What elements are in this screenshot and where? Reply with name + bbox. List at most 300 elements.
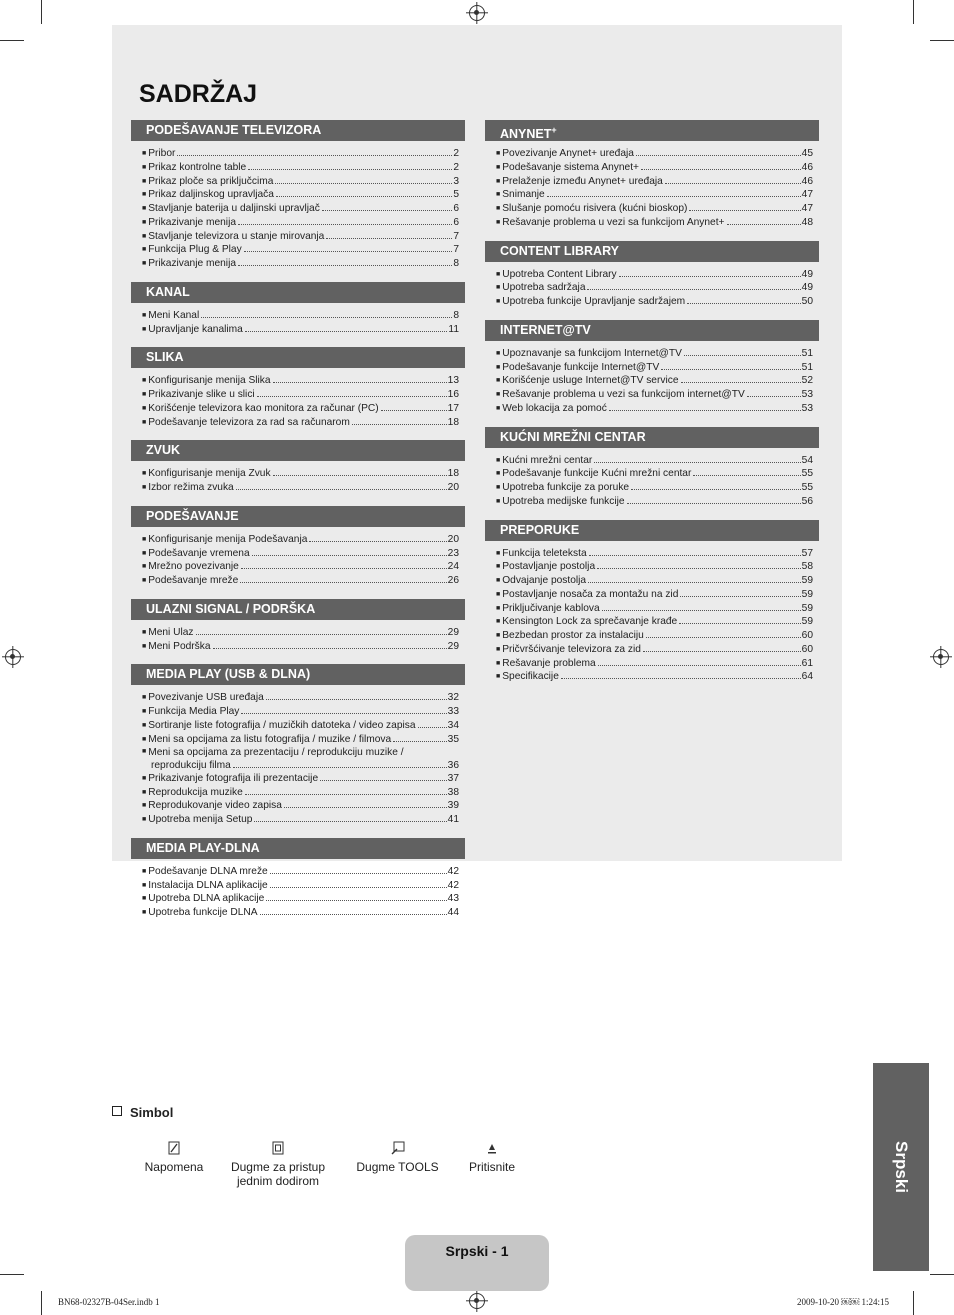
toc-entry-title: Povezivanje Anynet+ uređaja — [502, 148, 634, 159]
toc-entry-page: 35 — [447, 733, 459, 745]
toc-entry-title: Stavljanje baterija u daljinski upravljač — [148, 203, 320, 214]
crop-mark — [930, 1274, 954, 1275]
toc-entry[interactable] — [496, 603, 813, 617]
toc-entry-title: Upotreba menija Setup — [148, 814, 253, 825]
toc-entry[interactable] — [142, 773, 459, 787]
toc-entry[interactable] — [142, 468, 459, 482]
language-side-tab-label: Srpski — [892, 1141, 911, 1193]
bullet-icon: ■ — [142, 867, 147, 875]
toc-entry-page: 57 — [801, 547, 813, 559]
toc-entry[interactable] — [142, 403, 459, 417]
toc-entry-page: 43 — [447, 893, 459, 905]
toc-entry[interactable] — [496, 548, 813, 562]
bullet-icon: ■ — [142, 881, 147, 889]
bullet-icon: ■ — [496, 218, 501, 226]
toc-entry-page: 47 — [801, 203, 813, 214]
registration-mark-icon — [469, 1293, 485, 1309]
dot-leader — [684, 354, 801, 356]
toc-entry[interactable] — [142, 310, 459, 324]
toc-entry-title: Podešavanje televizora za rad sa računarom — [148, 416, 350, 428]
dot-leader — [257, 395, 447, 397]
dot-leader — [643, 650, 801, 652]
toc-entry-title: Meni Kanal — [148, 309, 200, 321]
toc-entry-title: Podešavanje vremena — [148, 547, 250, 559]
toc-entry-page: 51 — [801, 347, 813, 359]
section-entries — [131, 859, 465, 921]
toc-entry-title: Upoznavanje sa funkcijom Internet@TV — [502, 347, 682, 359]
bullet-icon: ■ — [496, 604, 501, 612]
toc-entry-title: Upravljanje kanalima — [148, 323, 243, 335]
section-entries — [131, 368, 465, 430]
toc-entry-page: 46 — [801, 175, 813, 187]
toc-entry[interactable] — [142, 692, 459, 706]
toc-entry-title: Prikazivanje fotografija ili prezentacije — [148, 772, 319, 784]
toc-entry-title: Meni sa opcijama za listu fotografija / muzike / filmova — [148, 733, 392, 745]
toc-entry[interactable] — [142, 787, 459, 801]
toc-entry-page: 56 — [801, 495, 813, 507]
dot-leader — [393, 740, 447, 742]
toc-entry-title: Rešavanje problema u vezi sa funkcijom internet@TV — [502, 389, 745, 400]
toc-entry-page: 42 — [447, 865, 459, 877]
section-entries — [485, 262, 819, 310]
section-entries — [131, 461, 465, 496]
dot-leader — [687, 302, 801, 304]
toc-section — [485, 241, 819, 310]
section-heading: CONTENT LIBRARY — [485, 241, 819, 262]
toc-entry[interactable] — [496, 575, 813, 589]
one-touch-button-icon — [272, 1140, 284, 1156]
toc-entry[interactable] — [496, 389, 813, 403]
language-side-tab — [873, 1063, 929, 1271]
bullet-icon: ■ — [142, 311, 147, 319]
toc-entry-page: 5 — [453, 189, 459, 201]
toc-entry-page: 49 — [801, 268, 813, 280]
section-entries — [131, 141, 465, 272]
page-number-badge — [405, 1235, 549, 1291]
bullet-icon: ■ — [142, 694, 147, 702]
toc-entry-page: 60 — [801, 630, 813, 641]
symbol-press-label: Pritisnite — [468, 1160, 515, 1174]
crop-mark — [913, 0, 914, 24]
bullet-icon: ■ — [496, 284, 501, 292]
toc-entry-page: 46 — [801, 161, 813, 173]
toc-entry-page: 20 — [447, 533, 459, 545]
toc-entry-page: 53 — [801, 389, 813, 400]
toc-entry[interactable] — [142, 907, 459, 921]
bullet-icon: ■ — [142, 577, 147, 584]
toc-entry-page: 47 — [801, 189, 813, 201]
toc-entry[interactable] — [496, 189, 813, 203]
crop-mark — [41, 0, 42, 24]
toc-entry[interactable] — [496, 148, 813, 162]
toc-entry[interactable] — [142, 176, 459, 190]
toc-left-column — [131, 120, 465, 931]
toc-entry-title: Podešavanje DLNA mreže — [148, 865, 268, 877]
footer-file-info: BN68-02327B-04Ser.indb 1 — [58, 1297, 160, 1307]
toc-entry-title: Funkcija Media Play — [148, 706, 240, 717]
toc-entry-page: 59 — [801, 588, 813, 600]
bullet-icon: ■ — [496, 484, 501, 491]
toc-entry-title: Rešavanje problema u vezi sa funkcijom Anynet+ — [502, 216, 725, 228]
toc-entry[interactable] — [142, 148, 459, 162]
toc-entry-page: 55 — [801, 482, 813, 493]
section-heading: MEDIA PLAY-DLNA — [131, 838, 465, 859]
toc-entry[interactable] — [496, 296, 813, 310]
toc-entry-title: Web lokacija za pomoć — [502, 402, 607, 414]
toc-entry-page: 8 — [453, 258, 459, 269]
toc-section — [131, 506, 465, 589]
toc-entry[interactable] — [496, 162, 813, 176]
bullet-icon: ■ — [142, 563, 147, 571]
bullet-icon: ■ — [142, 895, 147, 903]
registration-mark-icon — [933, 649, 949, 665]
toc-entry-page: 41 — [447, 814, 459, 825]
dot-leader — [561, 677, 801, 679]
toc-entry[interactable] — [496, 348, 813, 362]
toc-entry-page: 42 — [447, 879, 459, 891]
toc-section — [131, 599, 465, 655]
bullet-icon: ■ — [142, 232, 147, 240]
toc-entry[interactable] — [142, 866, 459, 880]
toc-entry[interactable] — [142, 217, 459, 231]
symbol-heading — [112, 1105, 173, 1120]
toc-entry[interactable] — [496, 561, 813, 575]
toc-entry[interactable] — [142, 534, 459, 548]
dot-leader — [597, 567, 801, 569]
toc-entry[interactable] — [142, 800, 459, 814]
dot-leader — [727, 223, 801, 225]
toc-entry-page: 32 — [447, 692, 459, 704]
dot-leader — [276, 195, 452, 197]
bullet-icon: ■ — [496, 456, 501, 464]
toc-entry-title: Rešavanje problema — [502, 657, 596, 669]
toc-entry-page: 55 — [801, 468, 813, 480]
toc-entry-title: Kućni mrežni centar — [502, 454, 593, 466]
crop-mark — [0, 1274, 24, 1275]
dot-leader — [681, 381, 801, 383]
dot-leader — [236, 488, 447, 490]
bullet-icon: ■ — [142, 735, 147, 743]
dot-leader — [588, 581, 801, 583]
toc-entry-title: Specifikacije — [502, 671, 559, 683]
toc-entry-title: Kensington Lock za sprečavanje krađe — [502, 616, 678, 628]
toc-entry[interactable] — [142, 893, 459, 907]
registration-mark-icon — [469, 5, 485, 21]
section-entries — [485, 341, 819, 417]
section-heading: ANYNET+ — [485, 120, 819, 141]
toc-entry[interactable] — [142, 375, 459, 389]
toc-entry-title: Podešavanje mreže — [148, 575, 239, 586]
crop-mark — [0, 40, 24, 41]
dot-leader — [598, 664, 801, 666]
toc-entry[interactable] — [496, 482, 813, 496]
dot-leader — [665, 182, 801, 184]
section-heading: KUĆNI MREŽNI CENTAR — [485, 427, 819, 448]
section-entries — [131, 685, 465, 828]
dot-leader — [275, 182, 452, 184]
section-heading: MEDIA PLAY (USB & DLNA) — [131, 664, 465, 685]
toc-entry[interactable] — [496, 496, 813, 510]
toc-entry-title: Mrežno povezivanje — [148, 561, 239, 573]
bullet-icon: ■ — [496, 497, 501, 505]
symbol-one-touch-line1: Dugme za pristup — [230, 1160, 326, 1174]
press-icon — [487, 1140, 497, 1156]
toc-section — [485, 120, 819, 231]
bullet-icon: ■ — [142, 177, 147, 185]
toc-entry-page: 39 — [447, 800, 459, 812]
dot-leader — [619, 275, 801, 277]
toc-entry-page: 36 — [447, 760, 459, 771]
toc-section — [131, 440, 465, 496]
dot-leader — [233, 766, 447, 768]
bullet-icon: ■ — [496, 270, 501, 278]
bullet-icon: ■ — [496, 391, 501, 398]
page-title: SADRŽAJ — [139, 80, 258, 108]
toc-entry[interactable] — [496, 616, 813, 630]
dot-leader — [238, 223, 452, 225]
page-number-label: Srpski - 1 — [445, 1243, 509, 1259]
dot-leader — [320, 779, 447, 781]
toc-entry-title: Prikaz ploče sa priključcima — [148, 175, 274, 187]
bullet-icon: ■ — [142, 205, 147, 212]
toc-entry-title: Pričvršćivanje televizora za zid — [502, 643, 641, 655]
dot-leader — [266, 899, 446, 901]
toc-entry[interactable] — [496, 630, 813, 644]
symbol-tools — [350, 1140, 445, 1174]
dot-leader — [693, 474, 800, 476]
dot-leader — [260, 913, 447, 915]
dot-leader — [241, 567, 447, 569]
crop-mark — [913, 1291, 914, 1315]
toc-entry-page: 18 — [447, 416, 459, 428]
bullet-icon: ■ — [142, 708, 147, 715]
toc-entry-title: Slušanje pomoću risivera (kućni bioskop) — [502, 203, 688, 214]
toc-entry[interactable] — [496, 217, 813, 231]
dot-leader — [594, 461, 800, 463]
toc-entry[interactable] — [142, 548, 459, 562]
toc-entry-title: Meni Podrška — [148, 640, 211, 652]
toc-entry[interactable] — [142, 575, 459, 589]
toc-entry[interactable] — [496, 176, 813, 190]
toc-entry[interactable] — [496, 455, 813, 469]
dot-leader — [270, 886, 447, 888]
toc-entry-page: 64 — [801, 671, 813, 683]
dot-leader — [661, 368, 800, 370]
toc-entry-title: Upotreba medijske funkcije — [502, 495, 625, 507]
toc-entry-page: 7 — [453, 230, 459, 242]
toc-entry[interactable] — [496, 203, 813, 217]
toc-entry[interactable] — [142, 324, 459, 338]
toc-section — [485, 520, 819, 686]
dot-leader — [381, 409, 447, 411]
toc-entry-title: Podešavanje funkcije Kućni mrežni centar — [502, 468, 692, 480]
dot-leader — [322, 209, 453, 211]
toc-entry[interactable] — [142, 244, 459, 258]
toc-entry[interactable] — [142, 734, 459, 748]
bullet-icon: ■ — [496, 618, 501, 626]
dot-leader — [213, 647, 447, 649]
section-entries — [485, 141, 819, 231]
toc-entry-title: Korišćenje televizora kao monitora za računar (PC) — [148, 402, 379, 414]
dot-leader — [273, 474, 447, 476]
dot-leader — [266, 698, 447, 700]
toc-entry-page: 18 — [447, 468, 459, 480]
toc-entry-title: Upotreba Content Library — [502, 268, 617, 280]
toc-entry[interactable] — [496, 644, 813, 658]
toc-entry[interactable] — [142, 389, 459, 403]
dot-leader — [284, 806, 447, 808]
symbol-press — [462, 1140, 522, 1174]
section-entries — [485, 448, 819, 510]
toc-entry[interactable] — [142, 561, 459, 575]
bullet-icon: ■ — [496, 177, 501, 185]
toc-entry[interactable] — [142, 203, 459, 217]
toc-entry[interactable] — [142, 417, 459, 431]
dot-leader — [547, 195, 801, 197]
toc-entry-page: 60 — [801, 643, 813, 655]
dot-leader — [245, 330, 448, 332]
toc-entry-title: Priključivanje kablova — [502, 602, 600, 614]
toc-entry-title: Podešavanje funkcije Internet@TV — [502, 361, 660, 373]
bullet-icon: ■ — [142, 788, 147, 796]
dot-leader — [326, 237, 452, 239]
toc-entry[interactable] — [496, 269, 813, 283]
toc-entry-title: Bezbedan prostor za instalaciju — [502, 630, 644, 641]
toc-entry[interactable] — [496, 375, 813, 389]
toc-section — [131, 282, 465, 338]
toc-entry-page: 8 — [453, 309, 459, 321]
toc-entry-title: Prikaz kontrolne table — [148, 161, 247, 173]
toc-entry[interactable] — [496, 671, 813, 685]
bullet-icon: ■ — [496, 298, 501, 305]
toc-entry-title: Konfigurisanje menija Slika — [148, 375, 271, 387]
bullet-icon: ■ — [496, 163, 501, 171]
toc-entry-page: 3 — [453, 175, 459, 187]
bullet-icon: ■ — [496, 659, 501, 667]
toc-entry[interactable] — [142, 189, 459, 203]
toc-entry[interactable] — [142, 231, 459, 245]
dot-leader — [418, 726, 447, 728]
bullet-icon: ■ — [496, 377, 501, 385]
section-heading: KANAL — [131, 282, 465, 303]
dot-leader — [241, 712, 446, 714]
toc-section — [485, 427, 819, 510]
toc-entry-page: 34 — [447, 719, 459, 731]
toc-entry-page: 7 — [453, 244, 459, 256]
toc-entry[interactable] — [142, 814, 459, 828]
toc-entry-title: Postavljanje nosača za montažu na zid — [502, 588, 679, 600]
dot-leader — [252, 554, 447, 556]
symbol-note-label: Napomena — [144, 1160, 204, 1174]
bullet-icon: ■ — [142, 774, 147, 782]
bullet-icon: ■ — [142, 909, 147, 916]
bullet-icon: ■ — [142, 549, 147, 557]
toc-entry-page: 50 — [801, 296, 813, 307]
toc-entry-title: Sortiranje liste fotografija / muzičkih datoteka / video zapisa — [148, 719, 416, 731]
dot-leader — [636, 154, 801, 156]
bullet-icon: ■ — [142, 218, 147, 226]
toc-entry-page: 51 — [801, 361, 813, 373]
section-entries — [485, 541, 819, 686]
toc-entry-title: Prikaz daljinskog upravljača — [148, 189, 274, 201]
toc-entry-title: Postavljanje postolja — [502, 561, 596, 573]
toc-entry[interactable] — [142, 706, 459, 720]
toc-entry-page: 33 — [447, 706, 459, 717]
bullet-icon: ■ — [496, 632, 501, 639]
bullet-icon: ■ — [142, 802, 147, 810]
toc-entry[interactable] — [142, 258, 459, 272]
toc-entry[interactable] — [142, 747, 459, 773]
bullet-icon: ■ — [496, 563, 501, 571]
toc-entry-page: 48 — [801, 216, 813, 228]
toc-entry[interactable] — [142, 720, 459, 734]
tools-button-icon — [391, 1140, 405, 1156]
toc-entry-title: Podešavanje sistema Anynet+ — [502, 161, 640, 173]
bullet-icon: ■ — [142, 535, 147, 543]
toc-entry[interactable] — [496, 403, 813, 417]
bullet-icon: ■ — [496, 205, 501, 212]
bullet-icon: ■ — [142, 150, 147, 157]
section-heading: SLIKA — [131, 347, 465, 368]
dot-leader — [240, 581, 446, 583]
toc-entry[interactable] — [142, 880, 459, 894]
toc-entry-title: Meni sa opcijama za prezentaciju / reprodukciju muzike / — [148, 747, 404, 759]
dot-leader — [689, 209, 800, 211]
toc-entry[interactable] — [142, 641, 459, 655]
toc-entry-title: Instalacija DLNA aplikacije — [148, 879, 268, 891]
section-entries — [131, 527, 465, 589]
toc-section — [131, 664, 465, 828]
bullet-icon: ■ — [496, 150, 501, 157]
toc-entry[interactable] — [142, 162, 459, 176]
toc-entry-title: Stavljanje televizora u stanje mirovanja — [148, 230, 325, 242]
toc-entry-page: 13 — [447, 375, 459, 387]
toc-entry-page: 38 — [447, 786, 459, 798]
bullet-icon: ■ — [142, 260, 147, 267]
toc-entry-title: Upotreba funkcije DLNA — [148, 907, 258, 918]
toc-entry-title: Prikazivanje menija — [148, 216, 236, 228]
dot-leader — [627, 502, 801, 504]
dot-leader — [254, 820, 446, 822]
toc-entry[interactable] — [496, 282, 813, 296]
bullet-icon: ■ — [496, 577, 501, 584]
toc-entry-page: 26 — [447, 575, 459, 586]
toc-section — [131, 838, 465, 921]
dot-leader — [680, 595, 800, 597]
toc-entry-title-continued: reprodukciju filma — [151, 760, 231, 771]
toc-entry[interactable] — [142, 627, 459, 641]
section-heading: PODEŠAVANJE — [131, 506, 465, 527]
toc-entry[interactable] — [496, 468, 813, 482]
toc-entry-page: 37 — [447, 772, 459, 784]
toc-entry[interactable] — [496, 658, 813, 672]
bullet-icon: ■ — [496, 363, 501, 371]
toc-entry-title: Funkcija teleteksta — [502, 547, 587, 559]
bullet-icon: ■ — [496, 673, 501, 681]
toc-entry-title: Meni Ulaz — [148, 626, 194, 638]
toc-entry[interactable] — [496, 589, 813, 603]
toc-entry[interactable] — [142, 482, 459, 496]
toc-entry-page: 61 — [801, 657, 813, 669]
toc-entry-page: 16 — [447, 389, 459, 400]
dot-leader — [631, 488, 801, 490]
dot-leader — [646, 636, 801, 638]
toc-entry[interactable] — [496, 362, 813, 376]
dot-leader — [309, 540, 446, 542]
toc-entry-page: 20 — [447, 482, 459, 493]
section-heading: ZVUK — [131, 440, 465, 461]
dot-leader — [201, 316, 452, 318]
